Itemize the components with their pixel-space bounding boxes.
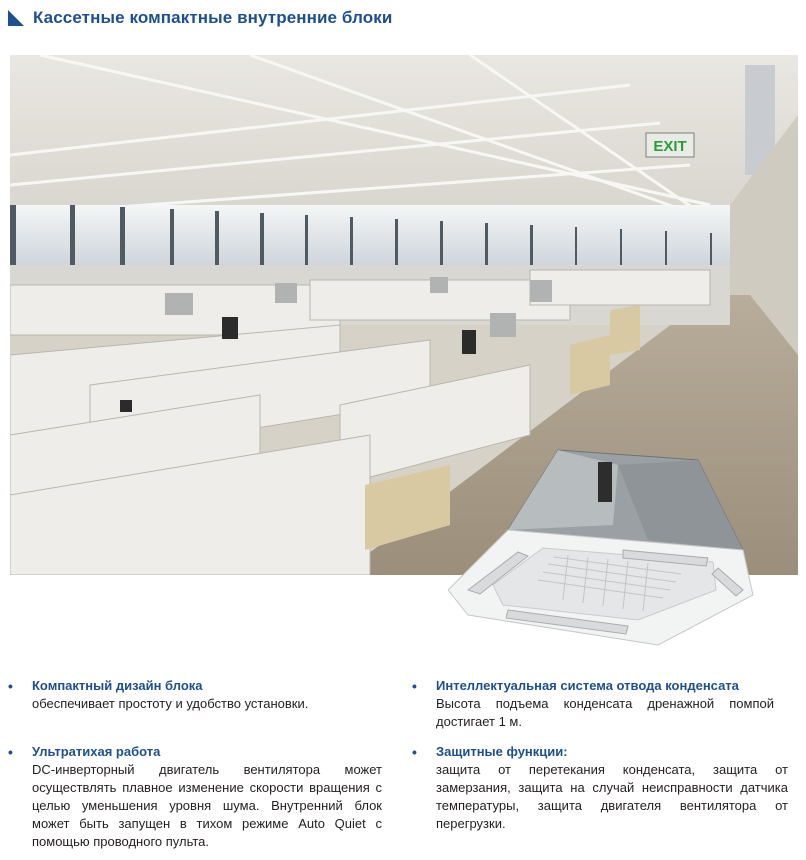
feature-ultra-quiet (8, 743, 382, 851)
feature-description: Высота подъема конденсата дренажной помпой достигает 1 м. (436, 696, 774, 729)
page-title: Кассетные компактные внутренние блоки (33, 8, 393, 27)
feature-protection (412, 743, 788, 833)
exit-sign-text: EXIT (653, 138, 687, 155)
bullet-icon: • (412, 678, 417, 694)
feature-title: Ультратихая работа (32, 744, 161, 759)
cassette-unit-graphic (448, 440, 754, 660)
bullet-icon: • (8, 678, 13, 694)
feature-title: Интеллектуальная система отвода конденсата (436, 678, 739, 693)
feature-compact-design (8, 677, 392, 713)
page-header (8, 8, 798, 34)
header-triangle-icon (8, 10, 24, 26)
feature-condensate-drain (412, 677, 774, 731)
feature-title: Компактный дизайн блока (32, 678, 203, 693)
feature-description: DC-инверторный двигатель вентилятора может осуществлять плавное изменение скорости вращения с целью уменьшения уровня шума. Внутренний блок может быть запущен в тихом режиме Auto Quiet с помощью проводного пульта. (32, 762, 382, 849)
cassette-unit-image (448, 440, 754, 660)
feature-title: Защитные функции: (436, 744, 568, 759)
feature-description: защита от перетекания конденсата, защита от замерзания, защита на случай неисправности датчика температуры, защита двигателя вентилятора от перегрузки. (436, 762, 788, 831)
bullet-icon: • (412, 744, 417, 760)
feature-description: обеспечивает простоту и удобство установки. (32, 696, 309, 711)
bullet-icon: • (8, 744, 13, 760)
exit-sign (646, 133, 694, 157)
